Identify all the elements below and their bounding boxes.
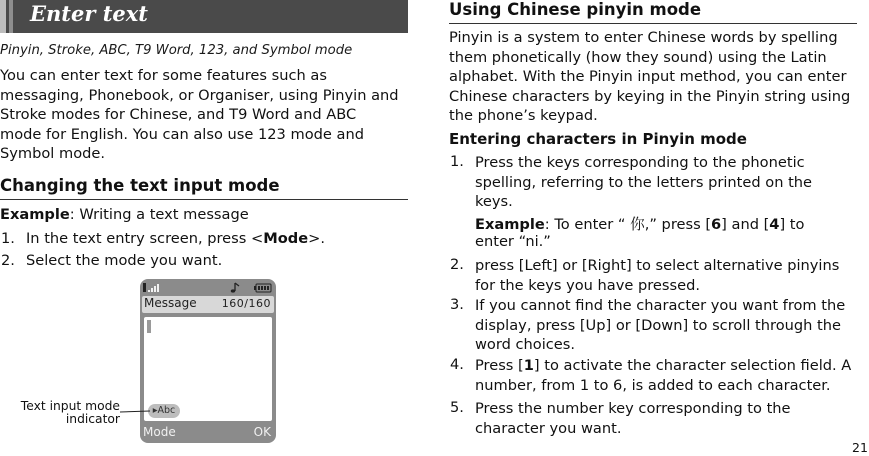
callout-text: indicator — [65, 412, 120, 426]
text-line: Pinyin is a system to enter Chinese words by spelling — [449, 29, 838, 46]
key-label: 4 — [769, 216, 780, 233]
text-line: Symbol mode. — [0, 145, 106, 162]
step-text — [475, 153, 812, 212]
text-line: number, from 1 to 6, is added to each character. — [475, 376, 831, 394]
text-line — [475, 356, 851, 376]
step-number: 2. — [1, 252, 15, 269]
text-line: character you want. — [475, 419, 622, 437]
text-line: If you cannot find the character you want from the — [475, 297, 846, 314]
section-subtitle: Pinyin, Stroke, ABC, T9 Word, 123, and Symbol mode — [0, 43, 353, 58]
heading-changing-mode: Changing the text input mode — [0, 176, 280, 195]
character-counter: 160/160 — [221, 297, 271, 310]
example-label: Example — [475, 216, 545, 233]
key-label: 1 — [523, 357, 534, 374]
pinyin-intro-paragraph — [449, 28, 850, 126]
text-line: You can enter text for some features such as — [0, 67, 327, 84]
page-number: 21 — [852, 440, 868, 455]
step-number: 1. — [1, 230, 15, 247]
mode-indicator-text: Abc — [157, 405, 176, 416]
subheading-entering-characters: Entering characters in Pinyin mode — [449, 130, 747, 148]
text-line: Press the number key corresponding to the — [475, 400, 791, 417]
step-text — [475, 296, 845, 355]
music-note-icon — [231, 283, 239, 293]
text-line: alphabet. With the Pinyin input method, you can enter — [449, 68, 847, 85]
text-line: spelling, referring to the letters printed on the — [475, 173, 813, 191]
section-title: Enter text — [30, 1, 148, 26]
step-text-part: In the text entry screen, press < — [26, 230, 264, 247]
screen-title: Message — [144, 296, 197, 310]
step-text-part: >. — [308, 230, 326, 247]
step-number: 1. — [450, 153, 464, 170]
right-soft-key: OK — [253, 425, 271, 439]
mode-key-label: Mode — [263, 230, 309, 247]
text-line: keys. — [475, 193, 513, 210]
text-line: the phone’s keypad. — [449, 107, 598, 124]
step-number: 2. — [450, 256, 464, 273]
text-line: word choices. — [475, 336, 576, 353]
step-text: Select the mode you want. — [26, 252, 223, 269]
example-label: Example — [0, 206, 70, 223]
pinyin-example-cont: enter “ni.” — [475, 233, 551, 250]
text-line: Chinese characters by keying in the Pinyin string using — [449, 87, 851, 105]
example-text: : Writing a text message — [69, 206, 249, 223]
callout-leader-line — [0, 0, 200, 456]
text-line: for the keys you have pressed. — [475, 276, 700, 294]
step-text — [475, 356, 851, 395]
text-line: messaging, Phonebook, or Organiser, using Pinyin and — [0, 86, 399, 104]
text-line: display, press [Up] or [Down] to scroll through the — [475, 316, 841, 334]
text-line: mode for English. You can also use 123 mode and — [0, 125, 364, 143]
step-text — [475, 399, 791, 438]
step-number: 4. — [450, 356, 464, 373]
heading-pinyin-mode: Using Chinese pinyin mode — [449, 0, 702, 19]
step-number: 3. — [450, 296, 464, 313]
key-label: 6 — [711, 216, 722, 233]
text-line: press [Left] or [Right] to select alternative pinyins — [475, 257, 840, 274]
text-line: Press the keys corresponding to the phonetic — [475, 154, 805, 171]
pinyin-example — [475, 213, 804, 234]
heading-rule — [449, 23, 857, 24]
text-line: Stroke modes for Chinese, and T9 Word and ABC — [0, 106, 357, 123]
example-text: ] and [ — [721, 216, 770, 233]
callout-text: Text input mode — [20, 399, 120, 413]
left-soft-key: Mode — [143, 425, 176, 439]
text-line: them phonetically (how they sound) using the Latin — [449, 48, 827, 66]
step-text — [475, 256, 839, 295]
example-text: : To enter “ 你,” press [ — [544, 216, 712, 233]
text-part: ] to activate the character selection field. A — [533, 357, 852, 374]
arrow-icon: ▸ — [152, 405, 158, 416]
battery-icon — [254, 284, 271, 292]
step-number: 5. — [450, 399, 464, 416]
example-text: ] to — [779, 216, 805, 233]
text-part: Press [ — [475, 357, 524, 374]
